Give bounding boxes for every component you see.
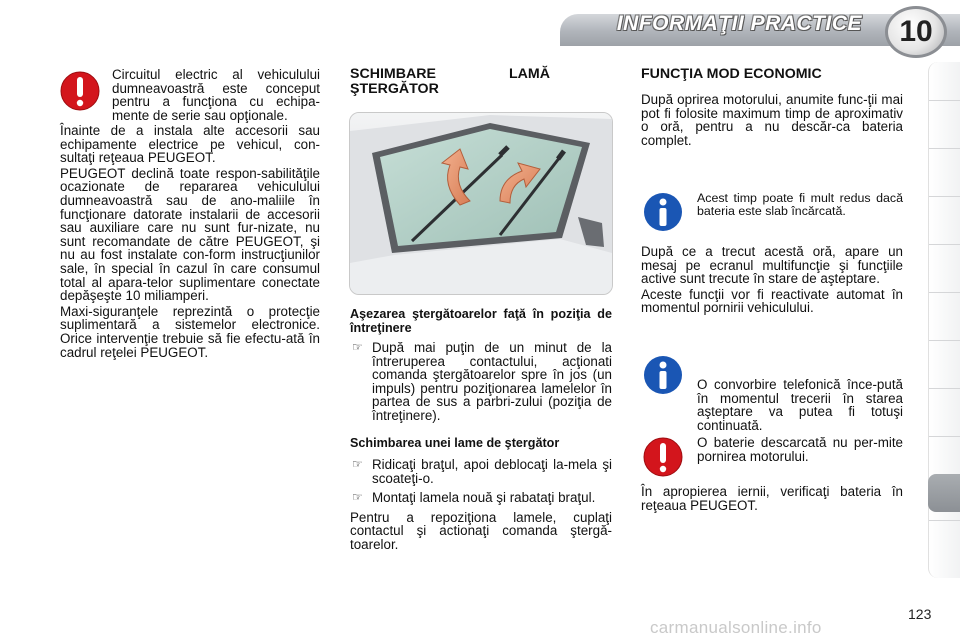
paragraph: După oprirea motorului, anumite func-ţii mai pot fi folosite maximum timp de aproximativ o oră, pentru a nu descăr-ca bateria complet. (641, 92, 903, 148)
tab-divider (929, 292, 960, 293)
tab-divider (929, 100, 960, 101)
section-header-wiper (350, 67, 550, 99)
list-item (350, 491, 612, 505)
paragraph: Aceste funcţii vor fi reactivate automat în momentul pornirii vehiculului. (641, 286, 903, 316)
paragraph: PEUGEOT declină toate respon-sabilităţile ocazionate de repararea vehiculului dumneavoastră sau de ano-maliile în funcţionare datorate instalarii de accesorii sau auxiliare care nu sunt fur-nizate, nu sunt recomandate de către PEUGEOT, şi nu au fost instalate con-form instrucţiunilor sale, în special în cazul în care consumul total al apara-telor suplimentare conectate depăşeşte 10 miliamperi. (60, 165, 320, 304)
list-item (350, 341, 612, 423)
left-column (60, 124, 320, 361)
list-item-text: Montaţi lamela nouă şi rabataţi braţul. (372, 490, 596, 506)
right-footer-text (641, 485, 903, 514)
tab-divider (929, 148, 960, 149)
warning-icon (60, 70, 100, 112)
warning-text: Circuitul electric al vehiculului dumneavoastră este conceput pentru a funcţiona cu echipa-mente de serie sau opţionale. (112, 67, 320, 123)
paragraph: După ce a trecut acestă oră, apare un mesaj pe ecranul multifuncţie şi funcţiile active sunt trecute în stare de aşteptare. (641, 244, 903, 287)
tab-divider (929, 196, 960, 197)
tab-divider (929, 436, 960, 437)
active-chapter-tab (928, 474, 960, 512)
warning-text: O baterie descarcată nu per-mite pornirea motorului. (697, 435, 903, 464)
info-text: O convorbire telefonică înce-pută în momentul trecerii în starea aşteptare va putea fi totuşi continuată. (697, 377, 903, 433)
watermark: carmanualsonline.info (650, 618, 822, 637)
figure-caption: Aşezarea ştergătoarelor faţă în poziţia de întreţinere (350, 307, 612, 335)
pointing-hand-icon: ☞ (352, 457, 363, 472)
paragraph: În apropierea iernii, verificaţi bateria în reţeaua PEUGEOT. (641, 484, 903, 513)
subheading: Schimbarea unei lame de ştergător (350, 435, 560, 450)
windshield-wiper-illustration (349, 112, 613, 295)
list-item-text: După mai puţin de un minut de la întreruperea contactului, acţionati comanda ştergătoarelor spre în jos (un impuls) pentru poziţionarea lamelelor în partea de sus a parbri-zului (poziţia de întreţinere). (372, 340, 612, 423)
tab-divider (929, 340, 960, 341)
info-note (697, 192, 903, 219)
pointing-hand-icon: ☞ (352, 340, 363, 354)
section-header-eco (641, 67, 903, 84)
info-note (697, 378, 903, 434)
tab-divider (929, 244, 960, 245)
middle-column (350, 308, 612, 554)
paragraph: Pentru a repoziţiona lamele, cuplaţi contactul şi actionaţi comanda ştergă-toarelor. (350, 509, 612, 553)
info-text: Acest timp poate fi mult redus dacă bateria este slab încărcată. (697, 191, 903, 218)
list-item-text: Ridicaţi braţul, apoi deblocaţi la-mela şi scoateţi-o. (372, 457, 612, 486)
right-intro (641, 93, 903, 149)
chapter-number-badge: 10 (885, 6, 947, 58)
info-icon (643, 354, 683, 396)
list-item (350, 458, 612, 485)
section-title: FUNCŢIA MOD ECONOMIC (641, 66, 822, 82)
info-icon (643, 191, 683, 233)
chapter-title: INFORMAŢII PRACTICE (616, 12, 862, 35)
paragraph: Înainte de a instala alte accesorii sau echipamente electrice pe vehicul, con-sultaţi reţeaua PEUGEOT. (60, 123, 320, 166)
page-header (0, 0, 960, 55)
section-title: SCHIMBARE LAMĂ ŞTERGĂTOR (350, 66, 550, 97)
page-number: 123 (908, 606, 932, 622)
tab-divider (929, 520, 960, 521)
right-body (641, 245, 903, 317)
pointing-hand-icon: ☞ (352, 490, 363, 505)
warning-note (697, 436, 903, 465)
warning-note (112, 68, 320, 124)
paragraph: Maxi-siguranţele reprezintă o protecţie suplimentară a sistemelor electronice. Orice intervenţie trebuie să fie efectu-ată în cadrul reţelei PEUGEOT. (60, 303, 320, 360)
warning-icon (643, 436, 683, 478)
tab-divider (929, 388, 960, 389)
